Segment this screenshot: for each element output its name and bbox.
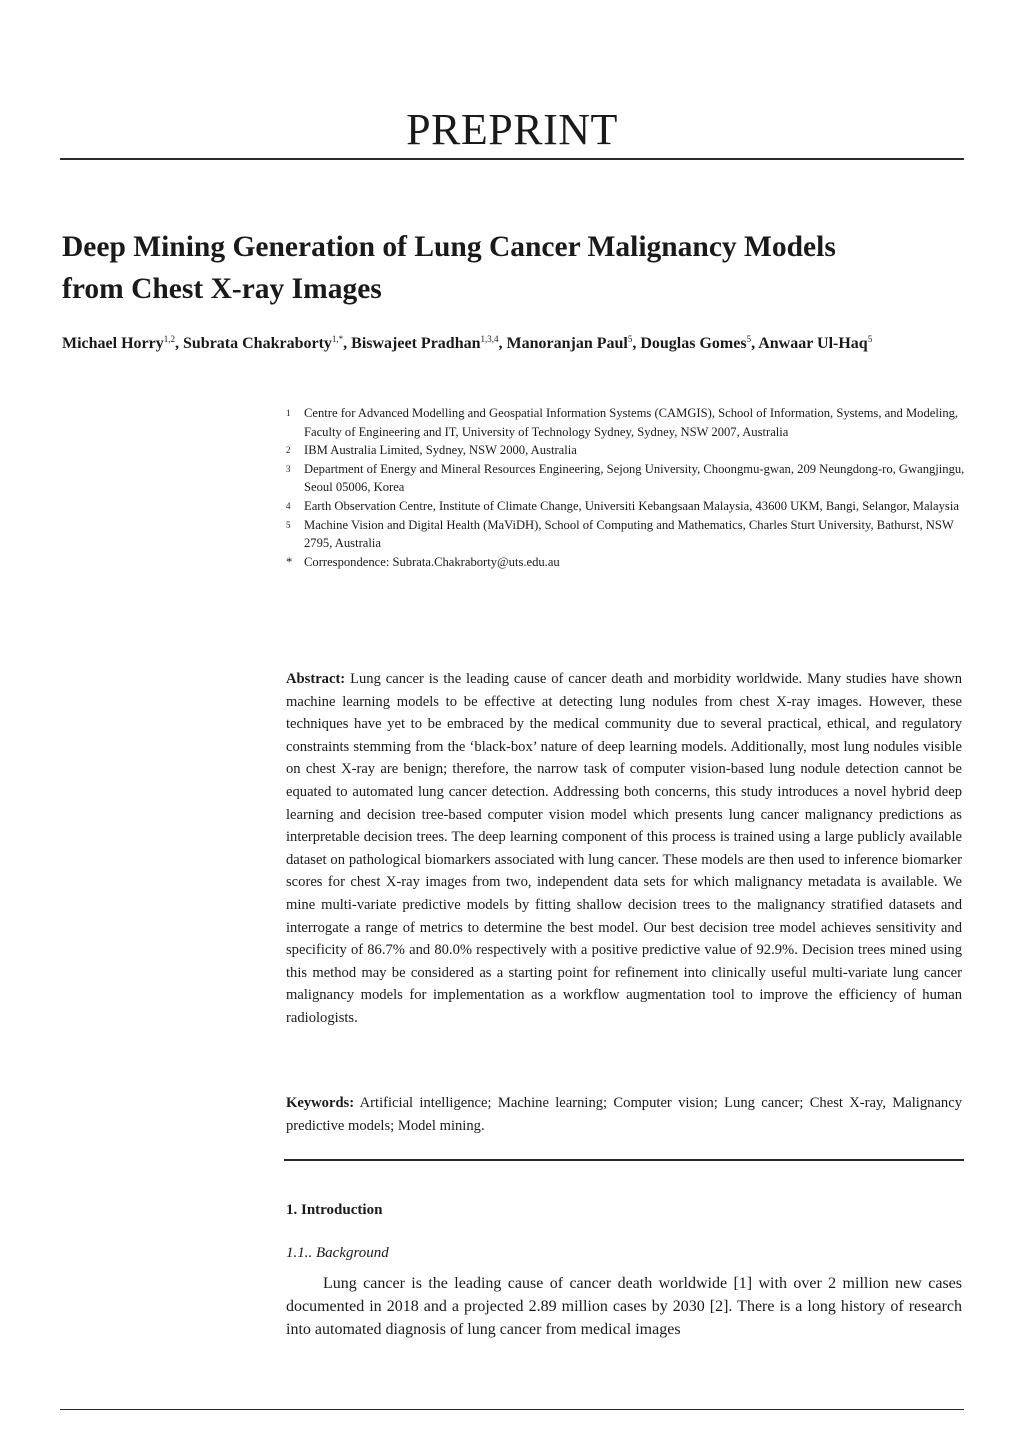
keywords	[286, 1092, 962, 1137]
title-line-1: Deep Mining Generation of Lung Cancer Malignancy Models	[62, 231, 836, 263]
affiliation-text: Centre for Advanced Modelling and Geospatial Information Systems (CAMGIS), School of Information, Systems, and Modeling, Faculty of Engineering and IT, University of Technology Sydney, Sydney, NSW 2007, Australia	[304, 406, 959, 439]
subsection-heading: 1.1.. Background	[286, 1245, 389, 1261]
affiliation-item	[286, 404, 966, 441]
author: Michael Horry$^{1,2}$,	[62, 334, 183, 352]
affiliation-text: IBM Australia Limited, Sydney, NSW 2000, Australia	[304, 443, 577, 458]
author-list	[62, 328, 962, 355]
affiliation-item	[286, 497, 966, 516]
footer-rule	[60, 1409, 964, 1410]
abstract-label: Abstract:	[286, 671, 346, 687]
author: Subrata Chakraborty$^{1,*}$,	[183, 334, 352, 352]
abstract-rule	[284, 1159, 964, 1161]
affiliation-text: Machine Vision and Digital Health (MaViDH), School of Computing and Mathematics, Charles Sturt University, Bathurst, NSW 2795, Australia	[304, 517, 954, 551]
paper-title	[62, 226, 962, 310]
keywords-label: Keywords:	[286, 1095, 355, 1111]
affiliation-item	[286, 516, 966, 553]
author: Douglas Gomes$^5$,	[640, 334, 759, 352]
affiliation-mark: 1	[286, 408, 291, 418]
preprint-header: PREPRINT	[406, 105, 618, 154]
affiliation-item	[286, 553, 966, 572]
intro-paragraph: Lung cancer is the leading cause of cancer death worldwide [1] with over 2 million new cases documented in 2018 and a projected 2.89 million cases by 2030 [2]. There is a long history of research into automated diagnosis of lung cancer from medical images	[286, 1275, 962, 1338]
affiliation-text: Earth Observation Centre, Institute of Climate Change, Universiti Kebangsaan Malaysia, 43600 UKM, Bangi, Selangor, Malaysia	[304, 498, 959, 513]
header-rule	[60, 158, 964, 160]
affiliation-mark: *	[286, 554, 293, 569]
affiliation-text: Department of Energy and Mineral Resources Engineering, Sejong University, Choongmu-gwan, 209 Neungdong-ro, Gwangjingu, Seoul 05006, Korea	[304, 461, 965, 495]
abstract	[286, 668, 962, 1030]
affiliation-mark: 4	[286, 500, 291, 511]
correspondence-text: Correspondence: Subrata.Chakraborty@uts.edu.au	[304, 554, 560, 569]
author: Manoranjan Paul$^5$,	[506, 334, 641, 352]
affiliation-item	[286, 460, 966, 497]
abstract-text: Lung cancer is the leading cause of cancer death and morbidity worldwide. Many studies have shown machine learning models to be effective at detecting lung nodules from chest X-ray images. However, these techniques have yet to be embraced by the medical community due to several practical, ethical, and regulatory constraints stemming from the ‘black-box’ nature of deep learning models. Additionally, most lung nodules visible on chest X-ray are benign; therefore, the narrow task of computer vision-based lung nodule detection cannot be equated to automated lung cancer detection. Addressing both concerns, this study introduces a novel hybrid deep learning and decision tree-based computer vision model which presents lung cancer malignancy predictions as interpretable decision trees. The deep learning component of this process is trained using a large publicly available dataset on pathological biomarkers associated with lung cancer. These models are then used to inference biomarker scores for chest X-ray images from two, independent data sets for which malignancy metadata is available. We mine multi-variate predictive models by fitting shallow decision trees to the malignancy stratified datasets and interrogate a range of metrics to determine the best model. Our best decision tree model achieves sensitivity and specificity of 86.7% and 80.0% respectively with a positive predictive value of 92.9%. Decision trees mined using this method may be considered as a starting point for refinement into clinically useful multi-variate lung cancer malignancy models for implementation as a workflow augmentation tool to improve the efficiency of human radiologists.	[286, 671, 962, 1026]
section-heading: 1. Introduction	[286, 1202, 383, 1218]
title-line-2: from Chest X-ray Images	[62, 273, 382, 305]
affiliation-list	[286, 404, 966, 571]
author: Biswajeet Pradhan$^{1,3,4}$,	[351, 334, 507, 352]
author: Anwaar Ul-Haq$^5$	[758, 334, 873, 352]
affiliation-mark: 2	[286, 445, 291, 456]
keywords-text: Artificial intelligence; Machine learning; Computer vision; Lung cancer; Chest X-ray, Malignancy predictive models; Model mining.	[286, 1095, 963, 1134]
affiliation-item	[286, 441, 966, 460]
affiliation-mark: 5	[286, 519, 291, 530]
affiliation-mark: 3	[286, 463, 291, 474]
